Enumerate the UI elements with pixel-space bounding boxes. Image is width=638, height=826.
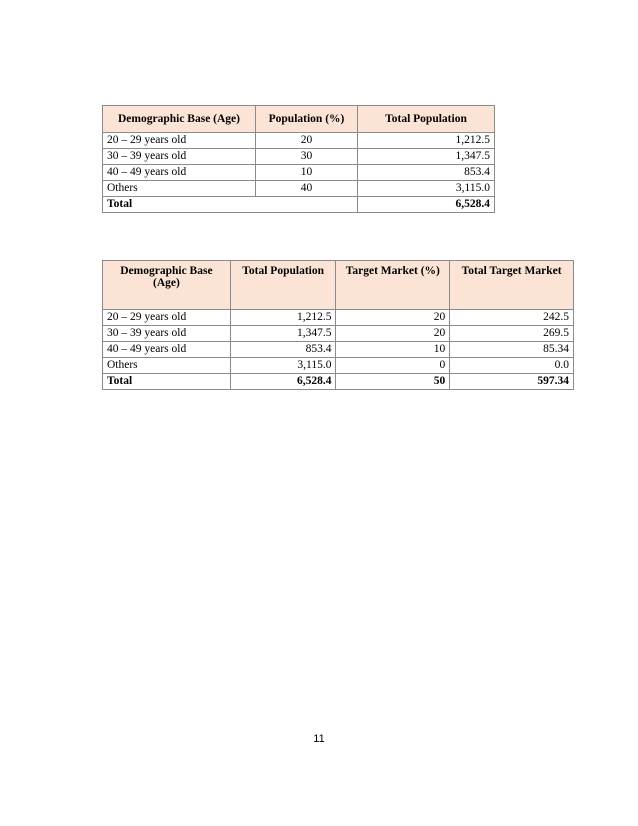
pct-cell: 20 (256, 133, 358, 149)
total-cell: 3,115.0 (358, 181, 495, 197)
target-total-cell: 0.0 (450, 358, 574, 374)
total-row (103, 197, 495, 213)
population-table (102, 105, 495, 213)
pct-cell: 10 (256, 165, 358, 181)
target-total-cell: 269.5 (450, 326, 574, 342)
table-row (103, 342, 574, 358)
header-total-population: Total Population (230, 261, 336, 310)
header-total-population: Total Population (358, 106, 495, 133)
header-total-target-market: Total Target Market (450, 261, 574, 310)
table-header-row (103, 261, 574, 310)
population-cell: 853.4 (230, 342, 336, 358)
total-cell: 1,212.5 (358, 133, 495, 149)
age-cell: Others (103, 358, 231, 374)
age-cell: 30 – 39 years old (103, 149, 256, 165)
population-cell: 3,115.0 (230, 358, 336, 374)
total-cell: 853.4 (358, 165, 495, 181)
total-label: Total (103, 197, 358, 213)
population-cell: 1,347.5 (230, 326, 336, 342)
target-pct-cell: 0 (336, 358, 450, 374)
age-cell: 40 – 49 years old (103, 165, 256, 181)
table-row (103, 326, 574, 342)
page-number: 11 (313, 733, 325, 745)
total-cell: 1,347.5 (358, 149, 495, 165)
age-cell: 20 – 29 years old (103, 310, 231, 326)
header-demographic-base: Demographic Base (Age) (103, 106, 256, 133)
header-population-pct: Population (%) (256, 106, 358, 133)
table-row (103, 149, 495, 165)
table-row (103, 358, 574, 374)
table-row (103, 133, 495, 149)
target-total-cell: 242.5 (450, 310, 574, 326)
header-demographic-base: Demographic Base (Age) (103, 261, 231, 310)
table-row (103, 165, 495, 181)
total-target-market: 597.34 (450, 374, 574, 390)
header-target-market-pct: Target Market (%) (336, 261, 450, 310)
age-cell: 30 – 39 years old (103, 326, 231, 342)
pct-cell: 30 (256, 149, 358, 165)
age-cell: Others (103, 181, 256, 197)
population-cell: 1,212.5 (230, 310, 336, 326)
target-pct-cell: 20 (336, 310, 450, 326)
target-pct-cell: 10 (336, 342, 450, 358)
total-target-pct: 50 (336, 374, 450, 390)
target-market-table (102, 260, 574, 390)
total-label: Total (103, 374, 231, 390)
table-header-row (103, 106, 495, 133)
total-value: 6,528.4 (358, 197, 495, 213)
total-row (103, 374, 574, 390)
pct-cell: 40 (256, 181, 358, 197)
target-total-cell: 85.34 (450, 342, 574, 358)
age-cell: 20 – 29 years old (103, 133, 256, 149)
target-pct-cell: 20 (336, 326, 450, 342)
table-row (103, 181, 495, 197)
age-cell: 40 – 49 years old (103, 342, 231, 358)
total-population: 6,528.4 (230, 374, 336, 390)
table-row (103, 310, 574, 326)
